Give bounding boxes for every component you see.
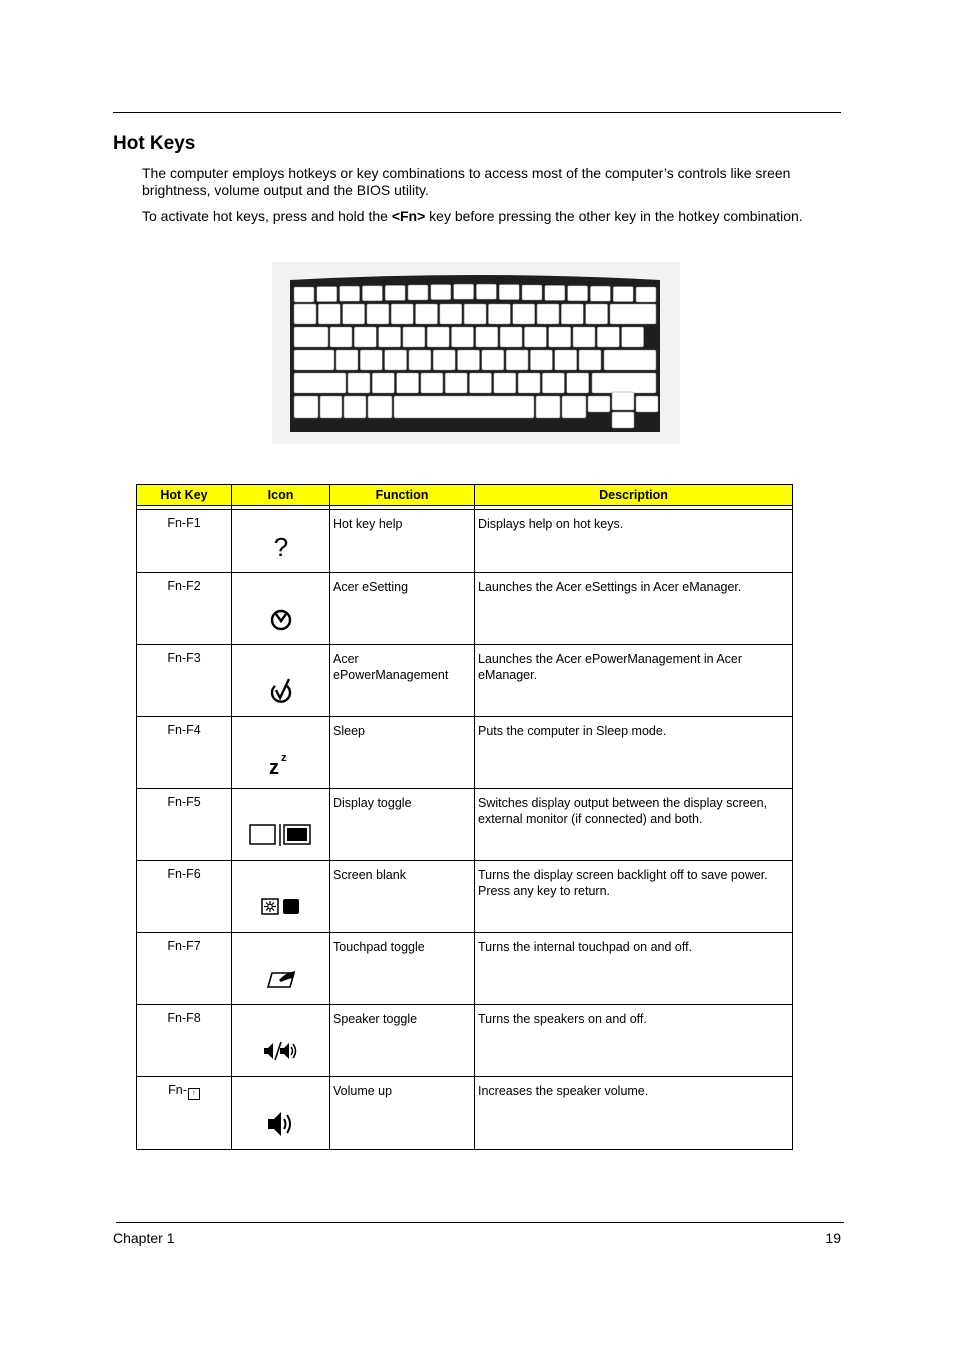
keycap bbox=[433, 350, 455, 370]
keycap bbox=[317, 287, 337, 302]
description-cell: Puts the computer in Sleep mode. bbox=[475, 717, 793, 789]
keycap bbox=[394, 396, 534, 418]
keycap bbox=[385, 350, 407, 370]
table-row bbox=[137, 861, 793, 933]
keycap bbox=[636, 396, 658, 412]
keycap bbox=[421, 373, 443, 393]
header-icon: Icon bbox=[232, 485, 330, 506]
description-cell: Switches display output between the display screen, external monitor (if connected) and both. bbox=[475, 789, 793, 861]
keycap bbox=[379, 327, 401, 347]
keycap bbox=[524, 327, 546, 347]
keycap bbox=[567, 373, 589, 393]
page-title: Hot Keys bbox=[113, 133, 196, 154]
keycap bbox=[385, 285, 405, 300]
footer-page-number: 19 bbox=[825, 1230, 841, 1246]
hot-key-cell: Fn-F7 bbox=[137, 933, 232, 1005]
keycap bbox=[354, 327, 376, 347]
header-function: Function bbox=[330, 485, 475, 506]
keycap bbox=[294, 304, 316, 324]
function-cell: Hot key help bbox=[330, 510, 475, 573]
description-cell: Increases the speaker volume. bbox=[475, 1077, 793, 1150]
epower-icon bbox=[268, 677, 294, 705]
function-cell: Screen blank bbox=[330, 861, 475, 933]
keycap bbox=[403, 327, 425, 347]
keycap bbox=[545, 285, 565, 300]
footer-rule bbox=[116, 1222, 844, 1223]
keycap bbox=[440, 304, 462, 324]
description-cell: Turns the internal touchpad on and off. bbox=[475, 933, 793, 1005]
keycap bbox=[604, 350, 656, 370]
function-cell: Sleep bbox=[330, 717, 475, 789]
speaker-toggle-icon bbox=[263, 1040, 299, 1062]
table-row bbox=[137, 645, 793, 717]
esetting-icon bbox=[268, 606, 294, 632]
keycap bbox=[561, 304, 583, 324]
keycap bbox=[530, 350, 552, 370]
table-row bbox=[137, 1077, 793, 1150]
hot-key-cell: Fn-F8 bbox=[137, 1005, 232, 1077]
keycap bbox=[452, 327, 474, 347]
intro-paragraph-2 bbox=[142, 208, 832, 225]
keycap bbox=[568, 286, 588, 301]
keycap bbox=[408, 285, 428, 300]
touchpad-icon bbox=[265, 968, 297, 990]
keycap bbox=[562, 396, 586, 418]
keycap bbox=[360, 350, 382, 370]
footer-chapter: Chapter 1 bbox=[113, 1230, 175, 1246]
sleep-icon bbox=[268, 749, 294, 777]
screen-blank-icon bbox=[261, 897, 301, 917]
keycap bbox=[427, 327, 449, 347]
keycap bbox=[482, 350, 504, 370]
table-row bbox=[137, 789, 793, 861]
function-cell: Acer ePowerManagement bbox=[330, 645, 475, 717]
keycap bbox=[636, 287, 656, 302]
table-header-row bbox=[137, 485, 793, 506]
keycap bbox=[367, 304, 389, 324]
keycap bbox=[513, 304, 535, 324]
keycap bbox=[522, 285, 542, 300]
keycap bbox=[476, 327, 498, 347]
header-description: Description bbox=[475, 485, 793, 506]
keycap bbox=[542, 373, 564, 393]
function-cell: Speaker toggle bbox=[330, 1005, 475, 1077]
svg-text:?: ? bbox=[273, 532, 288, 562]
keycap bbox=[536, 396, 560, 418]
table-row bbox=[137, 933, 793, 1005]
hot-key-cell: Fn-F3 bbox=[137, 645, 232, 717]
keycap bbox=[458, 350, 480, 370]
keycap bbox=[518, 373, 540, 393]
fn-key-label: <Fn> bbox=[391, 208, 426, 224]
keycap bbox=[294, 373, 346, 393]
keycap bbox=[622, 327, 644, 347]
keycap bbox=[464, 304, 486, 324]
description-cell: Launches the Acer ePowerManagement in Acer eManager. bbox=[475, 645, 793, 717]
keycap bbox=[318, 304, 340, 324]
keycap bbox=[294, 287, 314, 302]
hotkeys-table bbox=[136, 484, 793, 1150]
keycap bbox=[340, 286, 360, 301]
function-cell: Volume up bbox=[330, 1077, 475, 1150]
keycap bbox=[362, 286, 382, 301]
hot-key-cell bbox=[137, 1077, 232, 1150]
function-cell: Acer eSetting bbox=[330, 573, 475, 645]
table-row bbox=[137, 717, 793, 789]
keycap bbox=[409, 350, 431, 370]
keycap bbox=[586, 304, 608, 324]
keycap bbox=[494, 373, 516, 393]
keycap bbox=[590, 286, 610, 301]
keycap bbox=[397, 373, 419, 393]
keycap bbox=[555, 350, 577, 370]
keycap bbox=[613, 287, 633, 302]
keycap bbox=[476, 284, 496, 299]
intro-text: To activate hot keys, press and hold the bbox=[142, 208, 392, 224]
question-icon bbox=[269, 532, 293, 562]
keycap bbox=[612, 412, 634, 428]
description-cell: Turns the display screen backlight off to save power. Press any key to return. bbox=[475, 861, 793, 933]
keycap bbox=[294, 396, 318, 418]
volume-up-icon bbox=[266, 1110, 296, 1138]
intro-paragraph-1: The computer employs hotkeys or key combinations to access most of the computer’s controls like sreen brightness, volume output and the BIOS utility. bbox=[142, 165, 791, 198]
table-row bbox=[137, 573, 793, 645]
keycap bbox=[500, 327, 522, 347]
hot-key-cell: Fn-F6 bbox=[137, 861, 232, 933]
hot-key-cell: Fn-F4 bbox=[137, 717, 232, 789]
keycap bbox=[294, 350, 334, 370]
keycap bbox=[506, 350, 528, 370]
keyboard-fn-label: Fn bbox=[328, 403, 334, 409]
keycap bbox=[470, 373, 492, 393]
keycap bbox=[597, 327, 619, 347]
arrow-up-key-icon: ↑ bbox=[188, 1088, 200, 1100]
keycap bbox=[431, 285, 451, 300]
keycap bbox=[391, 304, 413, 324]
svg-text:z: z bbox=[268, 757, 279, 777]
header-rule bbox=[113, 112, 841, 113]
table-row bbox=[137, 1005, 793, 1077]
header-hot-key: Hot Key bbox=[137, 485, 232, 506]
svg-text:z: z bbox=[280, 752, 286, 764]
keycap bbox=[330, 327, 352, 347]
keycap bbox=[592, 373, 656, 393]
hot-key-text: Fn- bbox=[168, 1083, 187, 1097]
keycap bbox=[344, 396, 366, 418]
description-cell: Turns the speakers on and off. bbox=[475, 1005, 793, 1077]
keycap bbox=[336, 350, 358, 370]
keycap bbox=[416, 304, 438, 324]
description-cell: Launches the Acer eSettings in Acer eManager. bbox=[475, 573, 793, 645]
keycap bbox=[294, 327, 328, 347]
keycap bbox=[573, 327, 595, 347]
keycap bbox=[454, 284, 474, 299]
keycap bbox=[488, 304, 510, 324]
hot-key-cell: Fn-F1 bbox=[137, 510, 232, 573]
keycap bbox=[343, 304, 365, 324]
keycap bbox=[579, 350, 601, 370]
table-row bbox=[137, 510, 793, 573]
intro-tail: key before pressing the other key in the hotkey combination. bbox=[425, 208, 803, 224]
display-toggle-icon bbox=[249, 823, 313, 847]
keycap bbox=[368, 396, 392, 418]
keycap bbox=[588, 396, 610, 412]
keyboard-image bbox=[272, 262, 680, 444]
keycap bbox=[610, 304, 656, 324]
function-cell: Touchpad toggle bbox=[330, 933, 475, 1005]
hot-key-cell: Fn-F2 bbox=[137, 573, 232, 645]
keycap bbox=[499, 285, 519, 300]
keycap bbox=[372, 373, 394, 393]
description-cell: Displays help on hot keys. bbox=[475, 510, 793, 573]
keycap bbox=[348, 373, 370, 393]
keycap bbox=[612, 392, 634, 410]
keycap bbox=[537, 304, 559, 324]
keycap bbox=[549, 327, 571, 347]
function-cell: Display toggle bbox=[330, 789, 475, 861]
keycap bbox=[445, 373, 467, 393]
hot-key-cell: Fn-F5 bbox=[137, 789, 232, 861]
